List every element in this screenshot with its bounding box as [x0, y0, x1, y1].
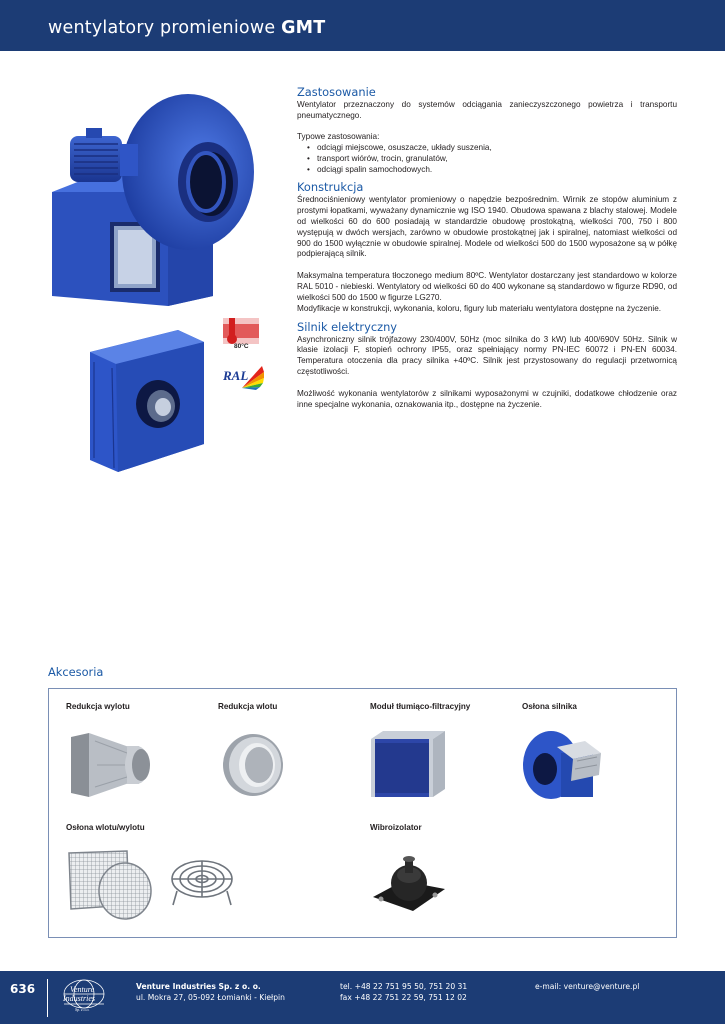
- temperature-label: 80°C: [234, 343, 249, 350]
- inlet-reducer-image: [219, 729, 289, 799]
- vibration-isolator-image: [369, 853, 449, 915]
- temperature-badge: [223, 316, 259, 354]
- silnik-paragraph-2: Możliwość wykonania wentylatorów z silnikami wyposażonymi w czujniki, dodatkowe chłodzenie oraz inne specjalne wykonania, oznakowania itp., dostępne na życzenie.: [297, 388, 677, 409]
- page-header: [0, 0, 725, 51]
- email-address: e-mail: venture@venture.pl: [535, 982, 640, 991]
- accessory-label: Moduł tłumiąco-filtracyjny: [370, 702, 471, 711]
- heading-konstrukcja: Konstrukcja: [297, 179, 364, 194]
- list-item: • odciągi miejscowe, osuszacze, układy suszenia,: [307, 143, 677, 154]
- inlet-outlet-guard-image: [67, 849, 157, 923]
- zastosowanie-intro: Wentylator przeznaczony do systemów odciągania zanieczyszczonego powietrza i transportu pneumatycznego.: [297, 100, 677, 120]
- company-logo: [58, 976, 110, 1018]
- phone-numbers: tel. +48 22 751 95 50, 751 20 31: [340, 982, 468, 991]
- zastosowanie-list: [307, 143, 677, 176]
- ral-badge: [222, 362, 264, 390]
- list-item: • odciągi spalin samochodowych.: [307, 165, 677, 176]
- accessory-label: Osłona silnika: [522, 702, 577, 711]
- accessory-label: Wibroizolator: [370, 823, 422, 832]
- grille-guard-image: [167, 857, 237, 913]
- logo-text-2: Industries: [63, 994, 95, 1003]
- page-title: [48, 18, 325, 38]
- accessories-title: Akcesoria: [48, 665, 104, 679]
- silnik-paragraph-1: Asynchroniczny silnik trójfazowy 230/400V, 50Hz (moc silnika do 3 kW) lub 400/690V 50Hz. Silnik w klasie izolacji F, stopień ochrony IP55, oraz spełniający normy PN-IEC 60072 i PN-EN 60034. Temperatura otoczenia dla pracy silnika +40ºC. Silnik jest przystosowany do regulacji przetwornicą częstotliwości.: [297, 334, 677, 377]
- title-prefix: wentylatory promieniowe: [48, 18, 276, 38]
- silencer-filter-module-image: [367, 729, 447, 801]
- list-item: • transport wiórów, trocin, granulatów,: [307, 154, 677, 165]
- logo-text-3: Sp. z o.o.: [75, 1007, 90, 1012]
- page-footer: [0, 971, 725, 1024]
- description-column: [297, 86, 677, 410]
- company-address: ul. Mokra 27, 05-092 Łomianki - Kiełpin: [136, 993, 285, 1002]
- ral-logo-text: RAL: [223, 368, 249, 383]
- outlet-reducer-image: [67, 731, 153, 799]
- title-model: GMT: [281, 18, 326, 38]
- logo-text-1: Venture: [70, 985, 95, 994]
- accessory-label: Redukcja wylotu: [66, 702, 130, 711]
- accessories-box: [48, 688, 677, 938]
- accessory-label: Redukcja wlotu: [218, 702, 278, 711]
- fan-main-image: [48, 84, 260, 309]
- page-number: 636: [10, 982, 36, 996]
- company-name: Venture Industries Sp. z o. o.: [136, 982, 261, 991]
- heading-zastosowanie: Zastosowanie: [297, 85, 376, 99]
- fax-numbers: fax +48 22 751 22 59, 751 12 02: [340, 993, 467, 1002]
- fan-secondary-image: [88, 322, 206, 474]
- footer-divider: [47, 979, 48, 1017]
- accessory-label: Osłona wlotu/wylotu: [66, 823, 145, 832]
- zastosowanie-list-title: Typowe zastosowania:: [297, 132, 380, 142]
- konstrukcja-paragraph-3: Modyfikacje w konstrukcji, wykonania, koloru, figury lub materiału wentylatora dostępne na życzenie.: [297, 303, 662, 313]
- konstrukcja-paragraph-1: Średnociśnieniowy wentylator promieniowy o napędzie bezpośrednim. Wirnik ze stopów aluminium z prostymi łopatkami, wyważany dynamicznie wg ISO 1940. Obudowa spawana z blachy stalowej. Modele od wielkości 60 do 600 posiadają w standardzie obudowę prostokątną, wielkości 700, 750 i 800 występują w dwóch wersjach, zarówno w obudowie prostokątnej jak i spiralnej, natomiast wielkości od 900 do 1500 wyłącznie w obudowie spiralnej. Modele od wielkości 500 do 1500 wyposażone są w półkę podpierającą silnik.: [297, 194, 677, 259]
- motor-guard-image: [521, 725, 603, 805]
- konstrukcja-paragraph-2: Maksymalna temperatura tłoczonego medium 80ºC. Wentylator dostarczany jest standardowo w kolorze RAL 5010 - niebieski. Wentylatory od wielkości 60 do 400 wykonane są standardowo w figurze RD90, od wielkości 500 do 1500 w figurze LG270.: [297, 270, 677, 302]
- heading-silnik: Silnik elektryczny: [297, 319, 398, 334]
- thermometer-icon: [223, 316, 259, 346]
